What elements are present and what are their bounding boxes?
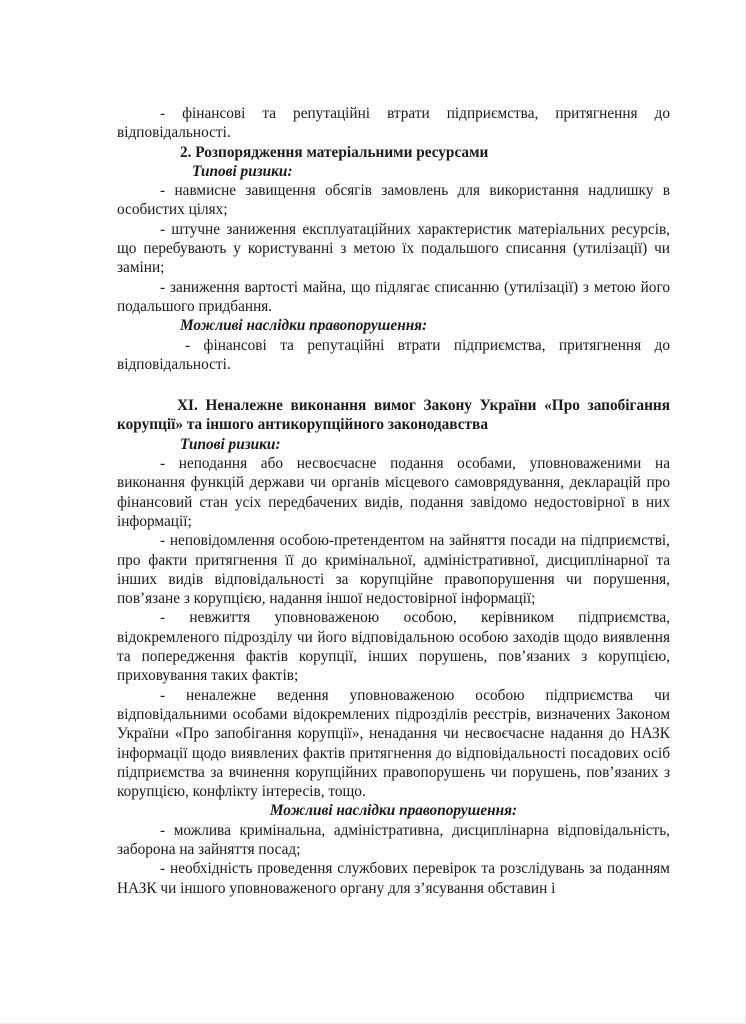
risk-item: - неповідомлення особою-претендентом на зайняття посади на підприємстві, про факти притягнення її до кримінальної, адміністративної, дисциплінарної та інших видів відповідальності за корупційне правопорушення чи порушення, пов’язане з корупцією, надання іншої недостовірної інформації; — [117, 532, 670, 608]
spacer — [117, 374, 670, 396]
document-body — [117, 104, 670, 898]
risks-heading: Типові ризики: — [192, 162, 293, 180]
consequence-item: - необхідність проведення службових перевірок та розслідувань за поданням НАЗК чи іншого уповноваженого органу для з’ясування обставин і — [117, 860, 670, 897]
risk-item: - заниження вартості майна, що підлягає списанню (утилізації) з метою його подальшого придбання. — [117, 278, 670, 315]
risk-item: - невжиття уповноваженою особою, керівником підприємства, відокремленого підрозділу чи його відповідальною особою заходів щодо виявлення та попередження фактів корупції, інших порушень, пов’язаних з корупцією, приховування таких фактів; — [117, 609, 670, 685]
consequences-heading: Можливі наслідки правопорушення: — [180, 317, 428, 335]
paragraph-consequence: - фінансові та репутаційні втрати підприємства, притягнення до відповідальності. — [117, 336, 670, 373]
risk-item: - штучне заниження експлуатаційних характеристик матеріальних ресурсів, що перебувають у користуванні з метою їх подальшого списання (утилізації) чи заміни; — [117, 220, 670, 277]
consequence-item: - можлива кримінальна, адміністративна, дисциплінарна відповідальність, заборона на зайняття посад; — [117, 821, 670, 858]
risks-heading: Типові ризики: — [180, 435, 281, 453]
section-xi-title: XI. Неналежне виконання вимог Закону України «Про запобігання корупції» та іншого антикорупційного законодавства — [117, 397, 670, 434]
consequences-heading: Можливі наслідки правопорушення: — [269, 802, 518, 820]
risk-item: - навмисне завищення обсягів замовлень для використання надлишку в особистих цілях; — [117, 182, 670, 219]
risk-item: - неналежне ведення уповноваженою особою підприємства чи відповідальними особами відокремлених підрозділів реєстрів, визначених Законом України «Про запобігання корупції», ненадання чи несвоєчасне надання до НАЗК інформації щодо виявлених фактів притягнення до відповідальності посадових осіб підприємства за вчинення корупційних правопорушень чи порушень, пов’язаних з корупцією, конфлікту інтересів, тощо. — [117, 686, 670, 801]
risk-item: - неподання або несвоєчасне подання особами, уповноваженими на виконання функцій держави чи органів місцевого самоврядування, декларацій про фінансовий стан усіх передбачених видів, подання завідомо недостовірної в них інформації; — [117, 455, 670, 530]
paragraph-consequence: - фінансові та репутаційні втрати підприємства, притягнення до відповідальності. — [117, 105, 670, 142]
section-heading: 2. Розпорядження матеріальними ресурсами — [180, 143, 489, 161]
